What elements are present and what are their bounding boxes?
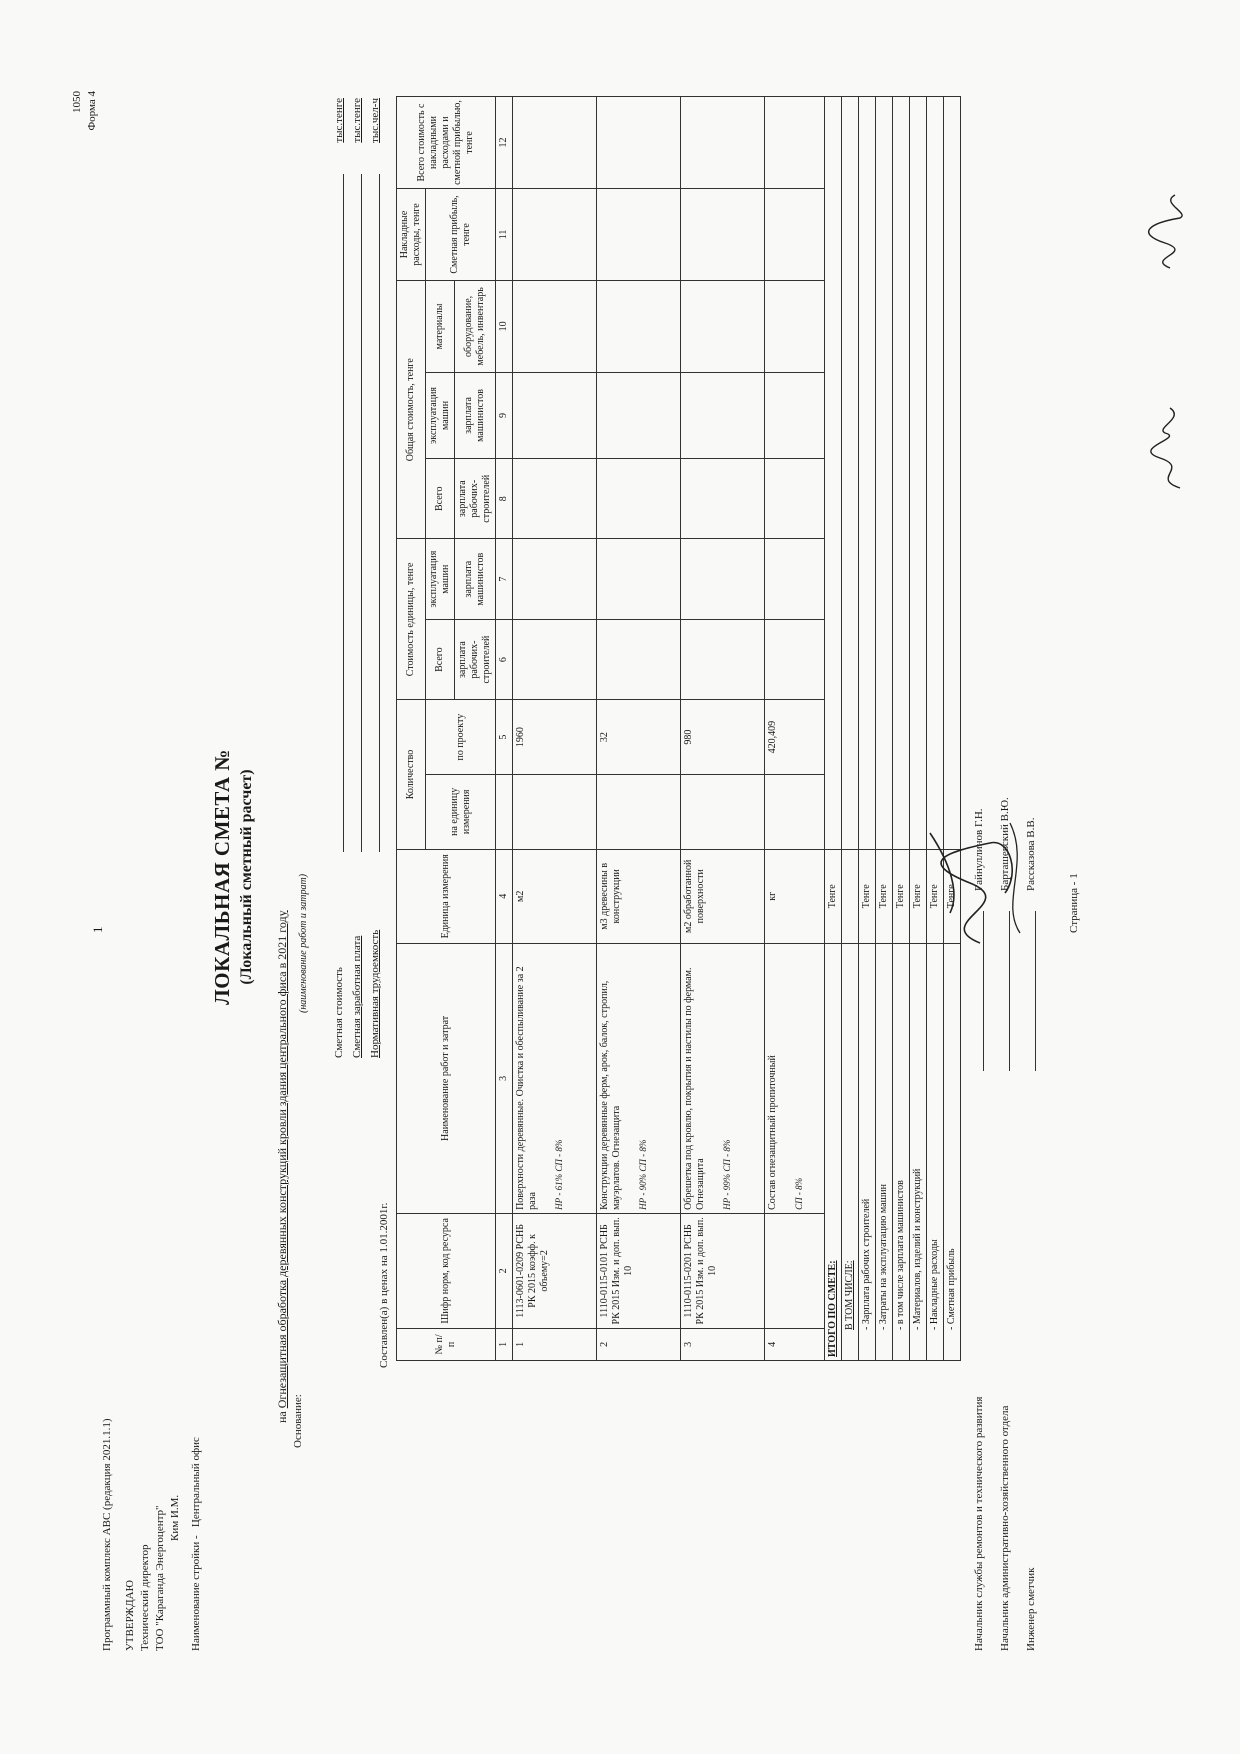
total-label: - Накладные расходы <box>927 943 944 1360</box>
row-note: НР - 90% СП - 8% <box>638 1139 648 1210</box>
signature-block <box>966 651 1044 1651</box>
director-name: Ким И.М. <box>169 1494 181 1541</box>
column-number: 7 <box>496 539 513 619</box>
row-code: 1110-0115-0101 РСНБ РК 2015 Изм. и доп. вып. 10 <box>597 1213 681 1328</box>
row-quantity: 1960 <box>513 700 597 775</box>
signature-row <box>1018 651 1044 1651</box>
row-empty <box>765 774 825 849</box>
col-header-number: № п/п <box>397 1328 496 1360</box>
work-name: Огнезащитная обработка деревянных конструкций кровли здания центрального фиса в 2021 году <box>275 910 289 1409</box>
construction-value: Центральный офис <box>190 1437 202 1528</box>
work-hint: (наименование работ и затрат) <box>298 873 309 1013</box>
total-unit: Тенге <box>927 849 944 943</box>
row-empty <box>681 280 765 372</box>
row-empty <box>765 372 825 458</box>
total-values <box>825 97 842 850</box>
summary-label: Нормативная трудоемкость <box>369 929 381 1058</box>
total-label: - в том числе зарплата машинистов <box>893 943 910 1360</box>
table-row <box>597 97 681 1361</box>
row-empty <box>597 619 681 699</box>
total-unit: Тенге <box>893 849 910 943</box>
row-empty <box>597 539 681 619</box>
col-header-unit-operator-wages: зарплата машинистов <box>455 539 496 619</box>
row-empty <box>513 97 597 189</box>
row-empty <box>513 280 597 372</box>
row-quantity: 420,409 <box>765 700 825 775</box>
row-code: 1113-0601-0209 РСНБ РК 2015 коэфф. к объему=2 <box>513 1213 597 1328</box>
total-row <box>859 97 876 1361</box>
column-number-row <box>496 97 513 1361</box>
signature-row <box>992 651 1018 1651</box>
row-empty <box>513 619 597 699</box>
row-empty <box>765 189 825 281</box>
column-number: 2 <box>496 1213 513 1328</box>
summary-value-line <box>348 174 362 852</box>
row-empty <box>765 97 825 189</box>
col-header-unit-wages: зарплата рабочих-строителей <box>455 619 496 699</box>
row-note: НР - 61% СП - 8% <box>554 1139 564 1210</box>
column-number: 4 <box>496 849 513 943</box>
total-values <box>927 97 944 850</box>
row-empty <box>765 280 825 372</box>
total-label: - Затраты на эксплуатацию машин <box>876 943 893 1360</box>
row-empty <box>681 372 765 458</box>
col-header-name: Наименование работ и затрат <box>397 943 496 1213</box>
column-number: 6 <box>496 619 513 699</box>
col-header-unit: Единица измерения <box>397 849 496 943</box>
row-empty <box>597 774 681 849</box>
total-row <box>825 97 842 1361</box>
col-header-unit-total: Всего <box>426 619 455 699</box>
total-row <box>910 97 927 1361</box>
row-empty <box>765 619 825 699</box>
column-number: 3 <box>496 943 513 1213</box>
signature-row <box>966 651 992 1651</box>
table-row <box>765 97 825 1361</box>
form-label: Форма 4 <box>86 91 98 131</box>
total-unit: Тенге <box>876 849 893 943</box>
document-subtitle: (Локальный сметный расчет) <box>238 769 255 985</box>
col-header-equipment: оборудование, мебель, инвентарь <box>455 280 496 372</box>
col-header-per-project: по проекту <box>426 700 496 775</box>
row-empty <box>765 539 825 619</box>
summary-unit: тыс.тенге <box>351 98 363 143</box>
total-values <box>859 97 876 850</box>
row-number: 4 <box>765 1328 825 1360</box>
row-name-cell <box>597 943 681 1213</box>
total-values <box>944 97 961 850</box>
row-name: Обрешетка под кровлю, покрытия и настилы по фермам. Огнезащита <box>683 967 706 1210</box>
software-line: Программный комплекс АВС (редакция 2021.1.1) <box>101 1418 113 1651</box>
summary-unit: тыс.тенге <box>333 98 345 143</box>
col-header-grand-total: Всего стоимость с накладными расходами и сметной прибылью, тенге <box>397 97 496 189</box>
total-unit <box>842 849 859 943</box>
table-row <box>513 97 597 1361</box>
summary-label: Сметная стоимость <box>333 967 345 1058</box>
col-header-unit-cost: Стоимость единицы, тенге <box>397 539 426 700</box>
director-position: Технический директор <box>139 1544 151 1651</box>
column-number: 1 <box>496 1328 513 1360</box>
total-label: ИТОГО ПО СМЕТЕ: <box>825 943 842 1360</box>
page-number: 1 <box>90 926 105 933</box>
header-block <box>100 1418 204 1651</box>
handwritten-initials <box>1140 193 1200 273</box>
column-number: 10 <box>496 280 513 372</box>
row-quantity: 980 <box>681 700 765 775</box>
col-header-operator-wages: зарплата машинистов <box>455 372 496 458</box>
total-row <box>842 97 859 1361</box>
row-empty <box>681 97 765 189</box>
total-values <box>842 97 859 850</box>
total-row <box>876 97 893 1361</box>
row-name-cell <box>513 943 597 1213</box>
col-header-wages: зарплата рабочих-строителей <box>455 459 496 539</box>
col-header-unit-machines: эксплуатация машин <box>426 539 455 619</box>
row-name: Состав огнезащитный пропиточный <box>767 1055 778 1210</box>
table-row <box>681 97 765 1361</box>
col-header-materials: материалы <box>426 280 455 372</box>
summary-row <box>330 98 348 1058</box>
row-empty <box>681 619 765 699</box>
construction-label: Наименование стройки - <box>190 1535 202 1651</box>
company-name: ТОО "Караганда Энергоцентр" <box>154 1505 166 1651</box>
column-number: 12 <box>496 97 513 189</box>
document-sheet <box>30 41 1210 1713</box>
summary-unit: тыс.чел-ч <box>369 98 381 143</box>
row-empty <box>597 280 681 372</box>
row-empty <box>597 97 681 189</box>
row-number: 3 <box>681 1328 765 1360</box>
row-empty <box>513 459 597 539</box>
row-name-cell <box>681 943 765 1213</box>
row-empty <box>681 189 765 281</box>
total-row <box>927 97 944 1361</box>
row-code: 1110-0115-0201 РСНБ РК 2015 Изм. и доп. вып. 10 <box>681 1213 765 1328</box>
row-empty <box>513 539 597 619</box>
row-empty <box>597 459 681 539</box>
row-unit: м2 обработанной поверхности <box>681 849 765 943</box>
row-code <box>765 1213 825 1328</box>
summary-value-line <box>330 174 344 852</box>
col-header-profit: Сметная прибыль, тенге <box>426 189 496 281</box>
form-tag <box>70 91 100 131</box>
row-name-cell <box>765 943 825 1213</box>
col-header-total-cost: Общая стоимость, тенге <box>397 280 426 539</box>
total-label: - Материалов, изделий и конструкций <box>910 943 927 1360</box>
row-note: НР - 99% СП - 8% <box>722 1139 732 1210</box>
row-unit: кг <box>765 849 825 943</box>
header-row <box>397 97 426 1361</box>
col-header-per-unit: на единицу измерения <box>426 774 496 849</box>
work-name-line <box>275 910 290 1423</box>
row-empty <box>597 189 681 281</box>
total-label: В ТОМ ЧИСЛЕ: <box>842 943 859 1360</box>
row-quantity: 32 <box>597 700 681 775</box>
total-values <box>910 97 927 850</box>
summary-label: Сметная заработная плата <box>351 935 363 1058</box>
row-name: Конструкции деревянные ферм, арок, балок, стропил, мауэрлатов. Огнезащита <box>599 980 622 1210</box>
col-header-machines: эксплуатация машин <box>426 372 455 458</box>
total-unit: Тенге <box>910 849 927 943</box>
col-header-total: Всего <box>426 459 455 539</box>
row-empty <box>513 189 597 281</box>
total-values <box>893 97 910 850</box>
signature-name: Гайнуллинов Г.Н. <box>973 808 985 891</box>
summary-value-line <box>366 174 380 852</box>
column-number: 5 <box>496 700 513 775</box>
row-number: 2 <box>597 1328 681 1360</box>
row-empty <box>513 372 597 458</box>
row-empty <box>765 459 825 539</box>
approved-label: УТВЕРЖДАЮ <box>124 1580 136 1651</box>
row-empty <box>513 774 597 849</box>
signature-name: Барташевский В.Ю. <box>999 797 1011 891</box>
prices-note: Составлен(а) в ценах на 1.01.2001г. <box>378 1202 390 1368</box>
signature-role: Начальник службы ремонтов и технического развития <box>973 1396 985 1651</box>
total-row <box>893 97 910 1361</box>
handwritten-initials <box>1140 403 1200 493</box>
summary-row <box>348 98 366 1058</box>
col-header-code: Шифр норм, код ресурса <box>397 1213 496 1328</box>
summary-row <box>366 98 384 1058</box>
estimate-table <box>396 96 961 1361</box>
column-number: 8 <box>496 459 513 539</box>
row-empty <box>597 372 681 458</box>
total-unit: Тенге <box>859 849 876 943</box>
signature-role: Инженер сметчик <box>1025 1567 1037 1651</box>
row-empty <box>681 539 765 619</box>
row-empty <box>681 774 765 849</box>
col-header-overhead: Накладные расходы, тенге <box>397 189 426 281</box>
column-number: 9 <box>496 372 513 458</box>
handwritten-signature <box>910 813 1050 953</box>
document-title: ЛОКАЛЬНАЯ СМЕТА № <box>210 749 234 1005</box>
summary-block <box>330 98 384 1058</box>
row-empty <box>681 459 765 539</box>
total-unit: Тенге <box>825 849 842 943</box>
signature-name: Рассказова В.В. <box>1025 817 1037 891</box>
total-values <box>876 97 893 850</box>
row-unit: м3 древесины в конструкции <box>597 849 681 943</box>
work-prefix: на <box>275 1411 289 1423</box>
row-note: СП - 8% <box>794 1177 804 1210</box>
column-number: 11 <box>496 189 513 281</box>
signature-role: Начальник административно-хозяйственного отдела <box>999 1405 1011 1651</box>
form-number: 1050 <box>71 91 83 113</box>
column-number <box>496 774 513 849</box>
row-unit: м2 <box>513 849 597 943</box>
total-label: - Сметная прибыль <box>944 943 961 1360</box>
total-label: - Зарплата рабочих строителей <box>859 943 876 1360</box>
basis-label: Основание: <box>292 1394 304 1448</box>
col-header-quantity: Количество <box>397 700 426 849</box>
total-unit: Тенге <box>944 849 961 943</box>
construction-line <box>189 1418 204 1651</box>
row-name: Поверхности деревянные. Очистка и обеспыливание за 2 раза <box>515 966 538 1210</box>
page-footer: Страница - 1 <box>1068 873 1080 933</box>
total-row <box>944 97 961 1361</box>
row-number: 1 <box>513 1328 597 1360</box>
